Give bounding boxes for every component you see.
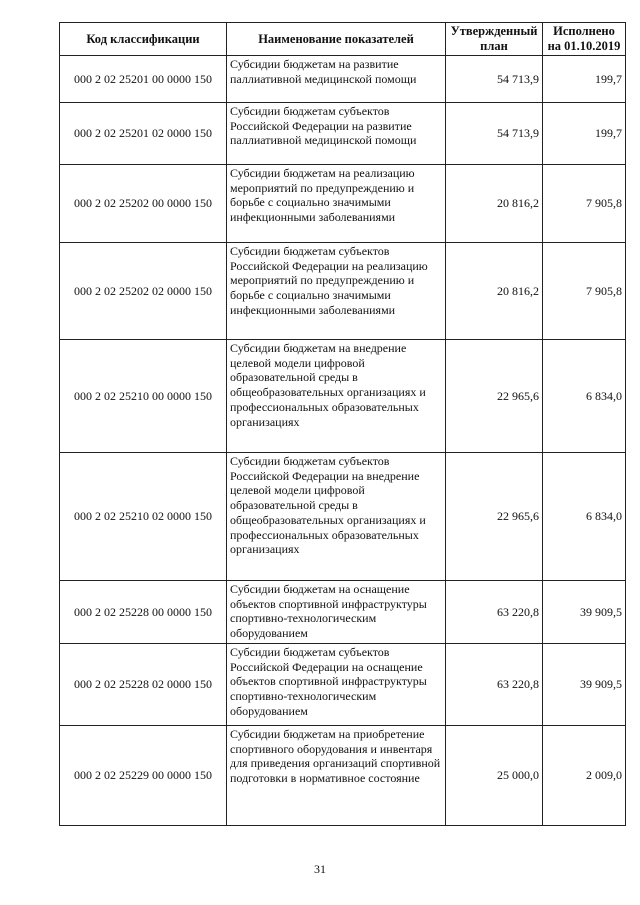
budget-table [59,22,626,826]
row-plan: 54 713,9 [446,103,543,165]
row-done: 2 009,0 [543,726,626,826]
table-header-row [60,23,626,56]
row-name: Субсидии бюджетам субъектов Российской Федерации на внедрение целевой модели цифровой образовательной среды в общеобразовательных организациях и профессиональных образовательных организациях [227,453,446,581]
table-row [60,165,626,243]
row-name: Субсидии бюджетам субъектов Российской Федерации на оснащение объектов спортивной инфраструктуры спортивно-технологическим оборудованием [227,644,446,726]
row-code: 000 2 02 25228 00 0000 150 [60,581,227,644]
table-row [60,644,626,726]
row-name: Субсидии бюджетам субъектов Российской Федерации на развитие паллиативной медицинской помощи [227,103,446,165]
header-code: Код классификации [60,23,227,56]
row-code: 000 2 02 25202 00 0000 150 [60,165,227,243]
row-plan: 22 965,6 [446,340,543,453]
row-name: Субсидии бюджетам на развитие паллиативной медицинской помощи [227,56,446,103]
row-done: 6 834,0 [543,340,626,453]
table-row [60,340,626,453]
table-row [60,56,626,103]
row-code: 000 2 02 25210 00 0000 150 [60,340,227,453]
row-plan: 20 816,2 [446,243,543,340]
row-name: Субсидии бюджетам на внедрение целевой модели цифровой образовательной среды в общеобразовательных организациях и профессиональных образовательных организациях [227,340,446,453]
header-name: Наименование показателей [227,23,446,56]
row-code: 000 2 02 25210 02 0000 150 [60,453,227,581]
row-done: 6 834,0 [543,453,626,581]
row-code: 000 2 02 25228 02 0000 150 [60,644,227,726]
header-done: Исполнено на 01.10.2019 [543,23,626,56]
row-plan: 63 220,8 [446,581,543,644]
row-plan: 22 965,6 [446,453,543,581]
row-name: Субсидии бюджетам на реализацию мероприятий по предупреждению и борьбе с социально значимыми инфекционными заболеваниями [227,165,446,243]
header-plan: Утвержденный план [446,23,543,56]
row-done: 39 909,5 [543,644,626,726]
row-plan: 25 000,0 [446,726,543,826]
row-name: Субсидии бюджетам субъектов Российской Федерации на реализацию мероприятий по предупреждению и борьбе с социально значимыми инфекционными заболеваниями [227,243,446,340]
row-code: 000 2 02 25229 00 0000 150 [60,726,227,826]
row-plan: 54 713,9 [446,56,543,103]
row-done: 39 909,5 [543,581,626,644]
row-done: 7 905,8 [543,165,626,243]
row-name: Субсидии бюджетам на оснащение объектов спортивной инфраструктуры спортивно-технологическим оборудованием [227,581,446,644]
row-done: 199,7 [543,103,626,165]
row-plan: 20 816,2 [446,165,543,243]
table-row [60,453,626,581]
table-row [60,243,626,340]
table-row [60,726,626,826]
row-done: 7 905,8 [543,243,626,340]
row-code: 000 2 02 25201 02 0000 150 [60,103,227,165]
row-code: 000 2 02 25201 00 0000 150 [60,56,227,103]
table-row [60,581,626,644]
page-number: 31 [314,862,326,876]
row-code: 000 2 02 25202 02 0000 150 [60,243,227,340]
row-name: Субсидии бюджетам на приобретение спортивного оборудования и инвентаря для приведения организаций спортивной подготовки в нормативное состояние [227,726,446,826]
table-row [60,103,626,165]
row-plan: 63 220,8 [446,644,543,726]
row-done: 199,7 [543,56,626,103]
